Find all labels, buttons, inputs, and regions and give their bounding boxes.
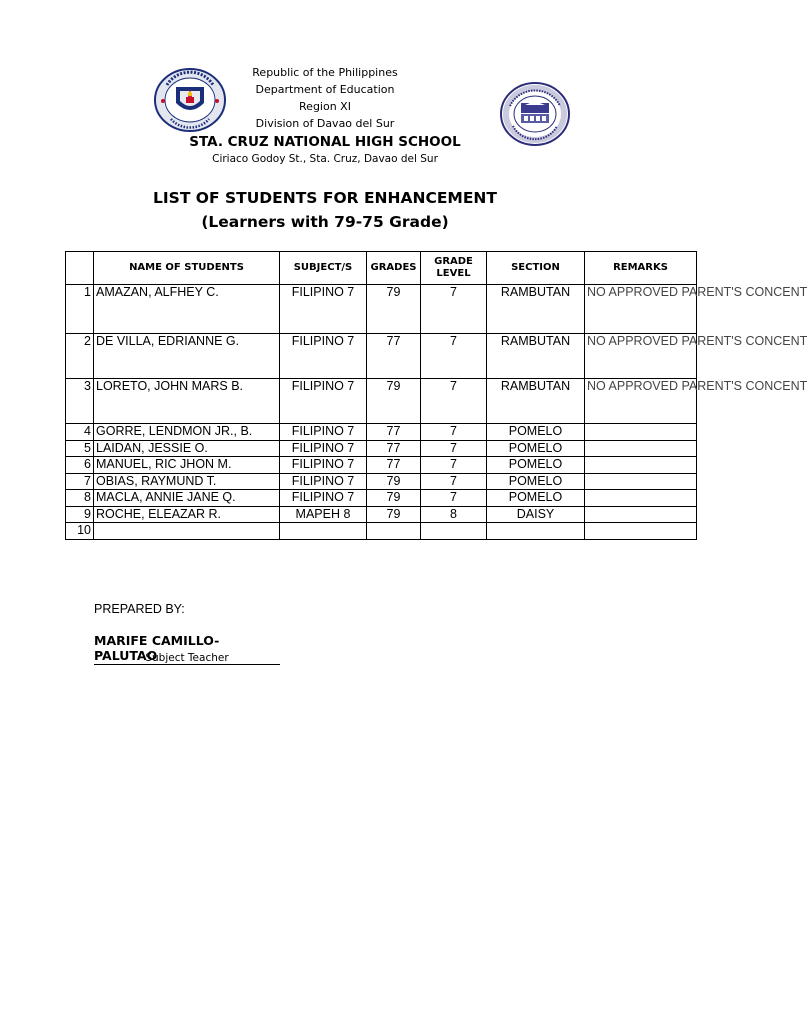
row-number: 10 <box>66 523 94 540</box>
grade-level-cell: 7 <box>421 457 487 474</box>
table-row <box>66 424 697 441</box>
student-name: DE VILLA, EDRIANNE G. <box>94 334 280 379</box>
student-name: LORETO, JOHN MARS B. <box>94 379 280 424</box>
table-header-row <box>66 252 697 285</box>
subject-cell: FILIPINO 7 <box>280 457 367 474</box>
document-subtitle: (Learners with 79-75 Grade) <box>201 213 449 231</box>
row-number: 2 <box>66 334 94 379</box>
remarks-cell <box>585 523 697 540</box>
section-cell: DAISY <box>487 506 585 523</box>
row-number: 1 <box>66 285 94 334</box>
remarks-cell <box>585 506 697 523</box>
remarks-cell: NO APPROVED PARENT'S CONCENT <box>585 285 697 334</box>
header-grade-level-line1: GRADE <box>434 256 473 267</box>
signatory-role: Subject Teacher <box>145 652 229 664</box>
header-region: Region XI <box>299 100 351 113</box>
table-row <box>66 440 697 457</box>
remarks-cell: NO APPROVED PARENT'S CONCENT <box>585 334 697 379</box>
section-cell: POMELO <box>487 473 585 490</box>
subject-cell: FILIPINO 7 <box>280 440 367 457</box>
section-cell: POMELO <box>487 440 585 457</box>
subject-cell: FILIPINO 7 <box>280 285 367 334</box>
section-cell: POMELO <box>487 490 585 507</box>
row-number: 9 <box>66 506 94 523</box>
school-name: STA. CRUZ NATIONAL HIGH SCHOOL <box>189 134 461 150</box>
header-no <box>66 252 94 285</box>
table-row <box>66 379 697 424</box>
student-name: MANUEL, RIC JHON M. <box>94 457 280 474</box>
header-subject: SUBJECT/S <box>280 252 367 285</box>
section-cell <box>487 523 585 540</box>
subject-cell: FILIPINO 7 <box>280 379 367 424</box>
grade-cell: 79 <box>367 490 421 507</box>
subject-cell <box>280 523 367 540</box>
grade-level-cell: 7 <box>421 334 487 379</box>
table-row <box>66 334 697 379</box>
subject-cell: FILIPINO 7 <box>280 424 367 441</box>
remarks-cell <box>585 457 697 474</box>
remarks-cell <box>585 424 697 441</box>
grade-cell: 77 <box>367 440 421 457</box>
table-row <box>66 457 697 474</box>
grade-level-cell: 7 <box>421 440 487 457</box>
subject-cell: FILIPINO 7 <box>280 334 367 379</box>
remarks-cell <box>585 440 697 457</box>
section-cell: POMELO <box>487 457 585 474</box>
table-row <box>66 523 697 540</box>
grade-cell: 79 <box>367 379 421 424</box>
row-number: 8 <box>66 490 94 507</box>
grade-cell: 79 <box>367 506 421 523</box>
grade-cell: 77 <box>367 334 421 379</box>
student-name: MACLA, ANNIE JANE Q. <box>94 490 280 507</box>
row-number: 3 <box>66 379 94 424</box>
grade-level-cell: 7 <box>421 490 487 507</box>
grade-cell: 77 <box>367 424 421 441</box>
grade-cell: 77 <box>367 457 421 474</box>
header-remarks: REMARKS <box>585 252 697 285</box>
table-row <box>66 506 697 523</box>
grade-level-cell: 7 <box>421 285 487 334</box>
subject-cell: MAPEH 8 <box>280 506 367 523</box>
header-division: Division of Davao del Sur <box>255 117 395 130</box>
remarks-cell <box>585 473 697 490</box>
header-grade-level <box>421 252 487 285</box>
grade-cell <box>367 523 421 540</box>
grade-cell: 79 <box>367 285 421 334</box>
student-name <box>94 523 280 540</box>
school-seal-logo <box>499 81 571 147</box>
header-grade-level-line2: LEVEL <box>436 268 471 279</box>
document-title: LIST OF STUDENTS FOR ENHANCEMENT <box>153 189 497 207</box>
row-number: 4 <box>66 424 94 441</box>
section-cell: RAMBUTAN <box>487 285 585 334</box>
grade-level-cell: 7 <box>421 379 487 424</box>
student-name: AMAZAN, ALFHEY C. <box>94 285 280 334</box>
grade-level-cell <box>421 523 487 540</box>
student-name: ROCHE, ELEAZAR R. <box>94 506 280 523</box>
row-number: 5 <box>66 440 94 457</box>
section-cell: RAMBUTAN <box>487 334 585 379</box>
grade-level-cell: 7 <box>421 424 487 441</box>
grade-level-cell: 8 <box>421 506 487 523</box>
student-name: GORRE, LENDMON JR., B. <box>94 424 280 441</box>
table-row <box>66 285 697 334</box>
header-section: SECTION <box>487 252 585 285</box>
prepared-by-label: PREPARED BY: <box>94 602 185 616</box>
subject-cell: FILIPINO 7 <box>280 490 367 507</box>
student-name: LAIDAN, JESSIE O. <box>94 440 280 457</box>
header-department: Department of Education <box>255 83 395 96</box>
signatory-name: MARIFE CAMILLO-PALUTAO <box>94 633 280 665</box>
header-grades: GRADES <box>367 252 421 285</box>
row-number: 6 <box>66 457 94 474</box>
grade-cell: 79 <box>367 473 421 490</box>
grade-level-cell: 7 <box>421 473 487 490</box>
table-row <box>66 473 697 490</box>
remarks-cell <box>585 490 697 507</box>
remarks-cell: NO APPROVED PARENT'S CONCENT <box>585 379 697 424</box>
table-row <box>66 490 697 507</box>
header-republic: Republic of the Philippines <box>252 66 398 79</box>
header-name: NAME OF STUDENTS <box>94 252 280 285</box>
students-table <box>65 251 807 540</box>
row-number: 7 <box>66 473 94 490</box>
section-cell: RAMBUTAN <box>487 379 585 424</box>
student-name: OBIAS, RAYMUND T. <box>94 473 280 490</box>
section-cell: POMELO <box>487 424 585 441</box>
school-address: Ciriaco Godoy St., Sta. Cruz, Davao del Sur <box>212 153 438 165</box>
subject-cell: FILIPINO 7 <box>280 473 367 490</box>
